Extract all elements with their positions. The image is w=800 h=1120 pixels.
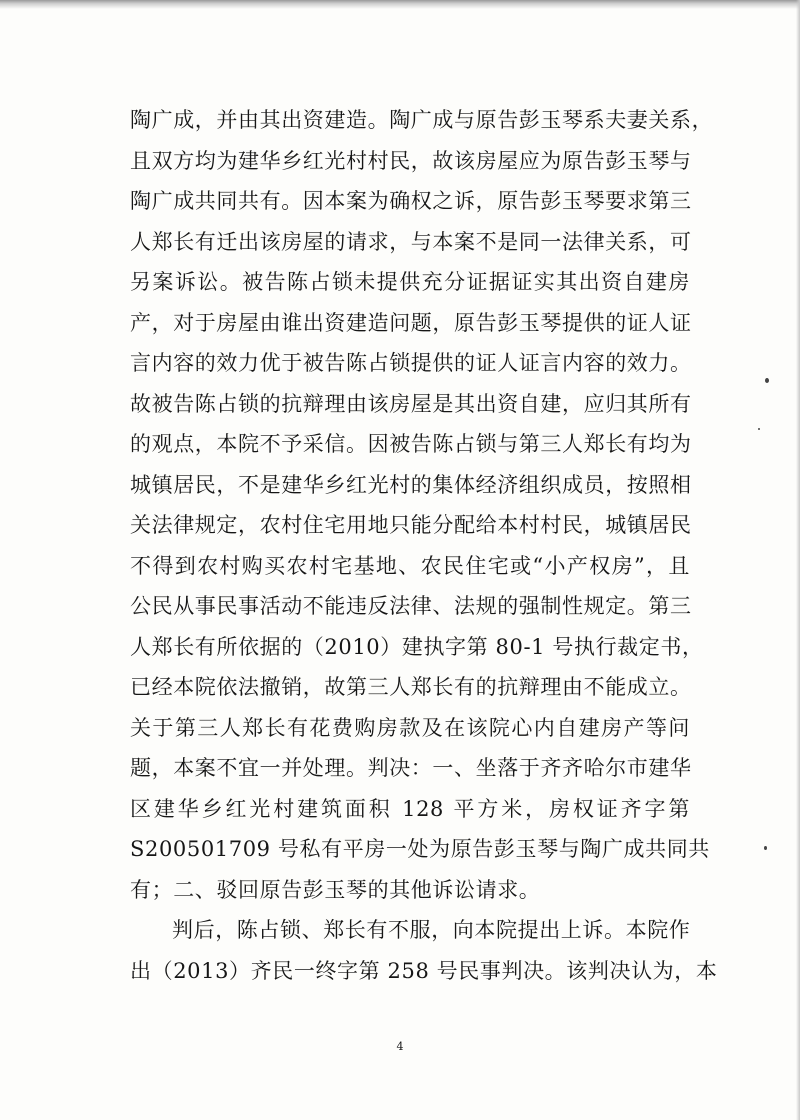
text-line: 且双方均为建华乡红光村村民，故该房屋应为原告彭玉琴与 <box>130 148 692 173</box>
document-body <box>130 100 718 991</box>
text-line: 公民从事民事活动不能违反法律、法规的强制性规定。第三 <box>130 594 692 618</box>
scan-edge-right <box>796 0 800 1120</box>
text-line: 已经本院依法撤销，故第三人郑长有的抗辩理由不能成立。 <box>130 675 692 699</box>
text-line: 人郑长有所依据的（2010）建执字第 80-1 号执行裁定书， <box>130 634 704 659</box>
text-line: 不得到农村购买农村宅基地、农民住宅或“小产权房”，且 <box>130 553 690 578</box>
text-line: 判后，陈占锁、郑长有不服，向本院提出上诉。本院作 <box>172 918 691 942</box>
text-line: 人郑长有迁出该房屋的请求，与本案不是同一法律关系，可 <box>130 229 692 254</box>
text-line: 有；二、驳回原告彭玉琴的其他诉讼请求。 <box>130 877 541 902</box>
text-line: 产，对于房屋由谁出资建造问题，原告彭玉琴提供的证人证 <box>130 310 692 335</box>
text-line: 陶广成共同共有。因本案为确权之诉，原告彭玉琴要求第三 <box>130 189 692 213</box>
text-line: S200501709 号私有平房一处为原告彭玉琴与陶广成共同共 <box>130 837 710 861</box>
scan-speck <box>764 846 767 850</box>
scan-speck <box>758 428 760 430</box>
text-line: 故被告陈占锁的抗辩理由该房屋是其出资自建，应归其所有 <box>130 391 692 416</box>
text-line: 关法律规定，农村住宅用地只能分配给本村村民，城镇居民 <box>130 513 692 537</box>
text-line: 城镇居民，不是建华乡红光村的集体经济组织成员，按照相 <box>130 472 692 497</box>
page-number: 4 <box>396 1040 404 1053</box>
text-line: 题，本案不宜一并处理。判决：一、坐落于齐齐哈尔市建华 <box>130 756 692 780</box>
scan-edge-top <box>0 0 800 9</box>
text-line: 另案诉讼。被告陈占锁未提供充分证据证实其出资自建房 <box>130 270 690 294</box>
text-line: 出（2013）齐民一终字第 258 号民事判决。该判决认为，本 <box>130 958 718 983</box>
text-line: 关于第三人郑长有花费购房款及在该院心内自建房产等问 <box>130 715 690 740</box>
text-line: 言内容的效力优于被告陈占锁提供的证人证言内容的效力。 <box>130 351 692 375</box>
text-line: 区建华乡红光村建筑面积 128 平方米，房权证齐字第 <box>130 796 690 821</box>
scan-speck <box>765 378 769 383</box>
text-line: 陶广成，并由其出资建造。陶广成与原告彭玉琴系夫妻关系， <box>130 108 714 132</box>
text-line: 的观点，本院不予采信。因被告陈占锁与第三人郑长有均为 <box>130 432 692 456</box>
